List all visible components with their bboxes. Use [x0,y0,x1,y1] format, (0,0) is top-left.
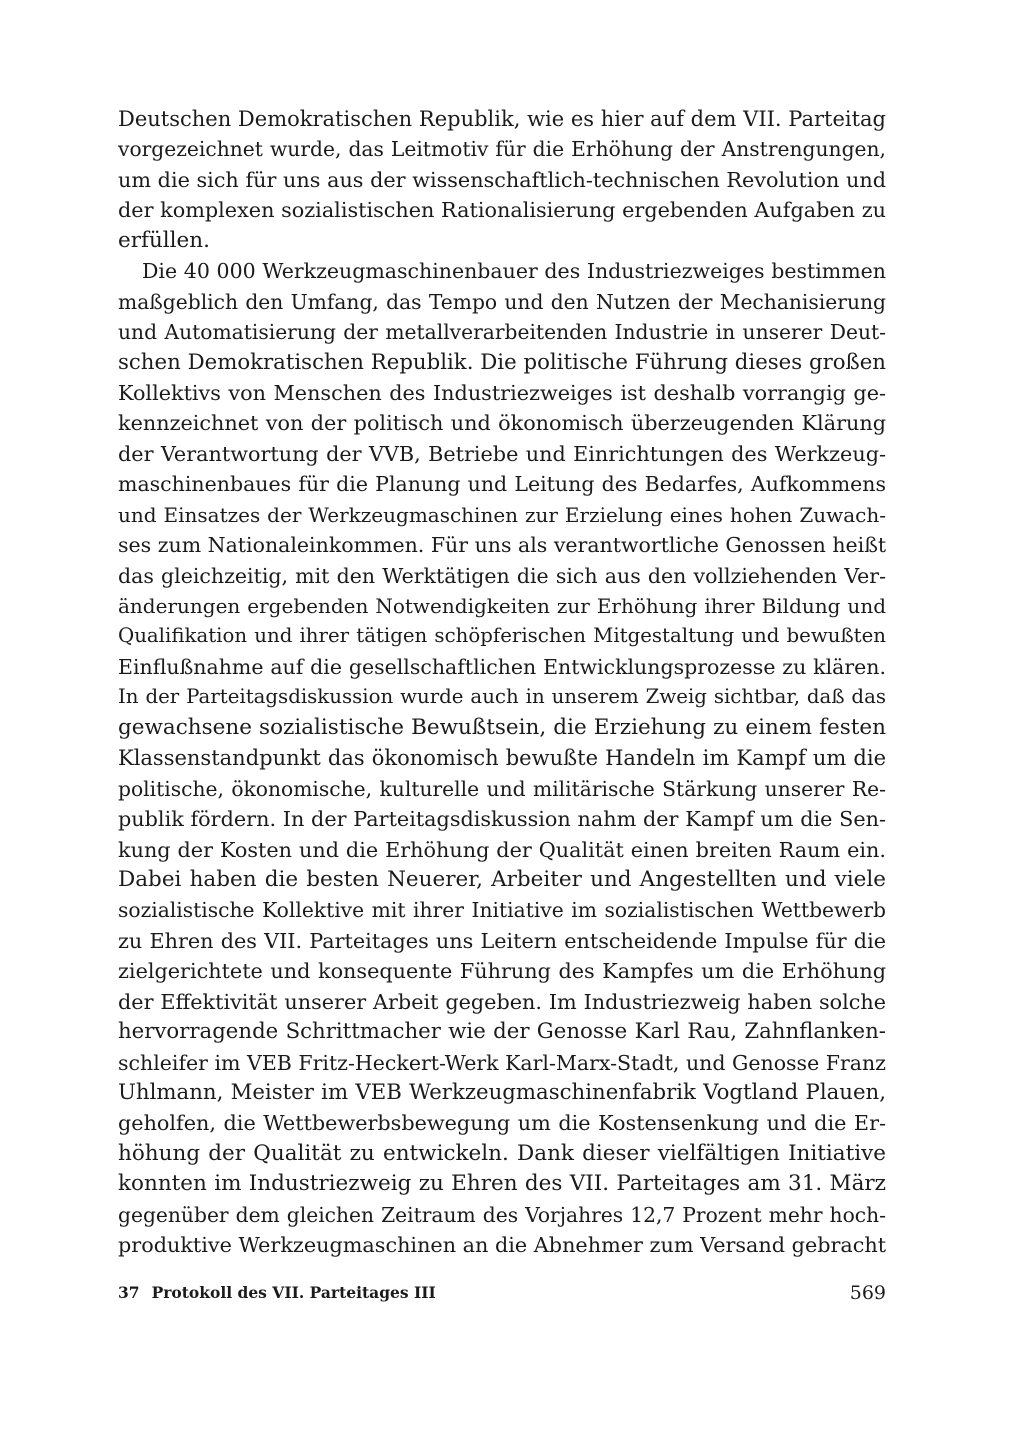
text-line: hervorragende Schrittmacher wie der Genosse Karl Rau, Zahnflanken- [118,1019,886,1045]
text-line: gegenüber dem gleichen Zeitraum des Vorjahres 12,7 Prozent mehr hoch- [118,1202,886,1227]
text-line: Kollektivs von Menschen des Industriezweiges ist deshalb vorrangig ge- [118,380,886,405]
text-line: maßgeblich den Umfang, das Tempo und den Nutzen der Mechanisierung [118,289,886,314]
text-line: Deutschen Demokratischen Republik, wie es hier auf dem VII. Parteitag [118,107,886,131]
text-line: änderungen ergebenden Notwendigkeiten zur Erhöhung ihrer Bildung und [118,594,886,618]
text-line: vorgezeichnet wurde, das Leitmotiv für die Erhöhung der Anstrengungen, [118,137,886,162]
text-line: ses zum Nationaleinkommen. Für uns als verantwortliche Genossen heißt [118,533,886,558]
text-line: kung der Kosten und die Erhöhung der Qualität einen breiten Raum ein. [118,837,886,862]
text-line: publik fördern. In der Parteitagsdiskussion nahm der Kampf um die Sen- [118,807,886,832]
text-line: Qualifikation und ihrer tätigen schöpferischen Mitgestaltung und bewußten [118,624,886,648]
text-line: zu Ehren des VII. Parteitages uns Leitern entscheidende Impulse für die [118,928,886,953]
text-line: und Einsatzes der Werkzeugmaschinen zur Erzielung eines hohen Zuwach- [118,502,886,527]
text-line: schleifer im VEB Fritz-Heckert-Werk Karl-Marx-Stadt, und Genosse Franz [118,1050,886,1075]
footer-title: Protokoll des VII. Parteitages III [151,1283,436,1302]
text-line: gewachsene sozialistische Bewußtsein, die Erziehung zu einem festen [118,714,886,740]
text-line: erfüllen. [118,227,210,253]
text-line: Dabei haben die besten Neuerer, Arbeiter und Angestellten und viele [118,866,886,892]
text-line: Klassenstandpunkt das ökonomisch bewußte Handeln im Kampf um die [118,746,886,771]
page-number: 569 [849,1282,886,1304]
text-line: schen Demokratischen Republik. Die politische Führung dieses großen [118,349,886,375]
text-line: Die 40 000 Werkzeugmaschinenbauer des Industriezweiges bestimmen [142,259,886,284]
text-line: geholfen, die Wettbewerbsbewegung um die Kostensenkung und die Er- [118,1111,886,1136]
text-line: maschinenbaues für die Planung und Leitung des Bedarfes, Aufkommens [118,472,886,497]
text-line: der Effektivität unserer Arbeit gegeben. Im Industriezweig haben solche [118,989,886,1014]
text-line: um die sich für uns aus der wissenschaftlich-technischen Revolution und [118,167,886,192]
text-line: Uhlmann, Meister im VEB Werkzeugmaschinenfabrik Vogtland Plauen, [118,1080,886,1105]
text-line: zielgerichtete und konsequente Führung des Kampfes um die Erhöhung [118,959,886,984]
text-line: kennzeichnet von der politisch und ökonomisch überzeugenden Klärung [118,411,886,436]
text-line: produktive Werkzeugmaschinen an die Abnehmer zum Versand gebracht [118,1233,886,1258]
text-line: In der Parteitagsdiskussion wurde auch in unserem Zweig sichtbar, daß das [118,685,886,709]
text-line: der Verantwortung der VVB, Betriebe und Einrichtungen des Werkzeug- [118,441,886,466]
text-line: das gleichzeitig, mit den Werktätigen die sich aus den vollziehenden Ver- [118,563,886,588]
text-line: politische, ökonomische, kulturelle und militärische Stärkung unserer Re- [118,776,886,801]
text-line: Einflußnahme auf die gesellschaftlichen Entwicklungsprozesse zu klären. [118,654,886,679]
text-line: und Automatisierung der metallverarbeitenden Industrie in unserer Deut- [118,320,886,345]
body-text [118,104,886,1261]
signature-mark: 37 [118,1283,140,1302]
text-line: konnten im Industriezweig zu Ehren des VII. Parteitages am 31. März [118,1171,886,1197]
text-line: höhung der Qualität zu entwickeln. Dank dieser vielfältigen Initiative [118,1140,886,1166]
page-footer [118,1279,886,1307]
text-line: der komplexen sozialistischen Rationalisierung ergebenden Aufgaben zu [118,198,886,223]
text-line: sozialistische Kollektive mit ihrer Initiative im sozialistischen Wettbewerb [118,898,886,923]
footer-caption [118,1279,436,1307]
